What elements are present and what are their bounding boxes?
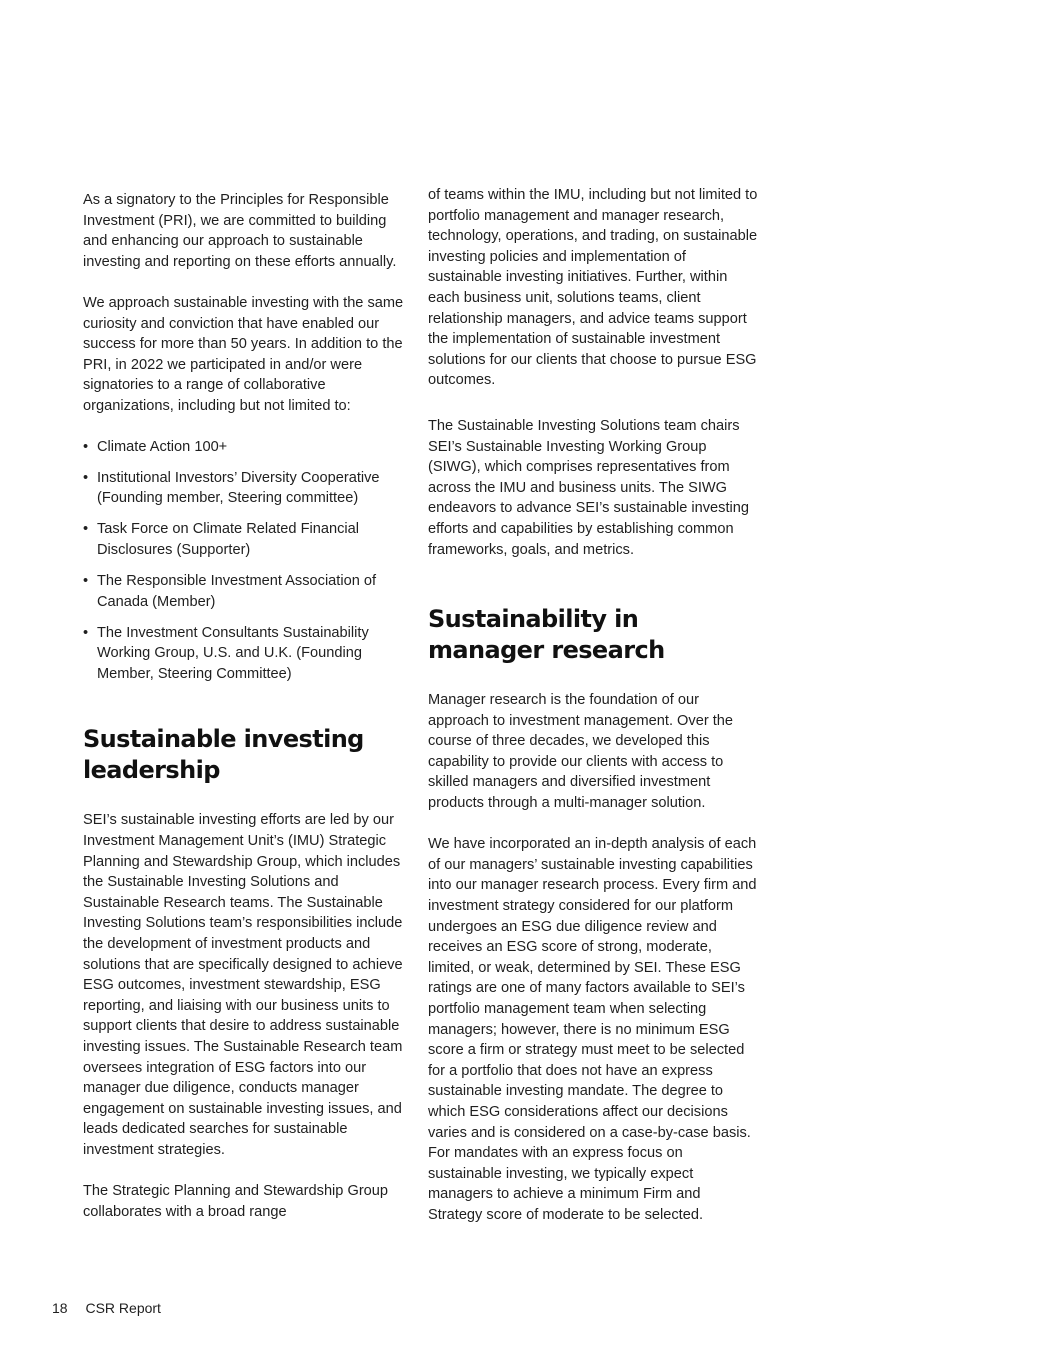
intro-paragraph-2: We approach sustainable investing with the same curiosity and conviction that have enabled our success for more than 50 years. In addition to the PRI, in 2022 we participated in and/or were signatories to a range of collaborative organizations, including but not limited to: xyxy=(83,294,404,414)
list-item: • The Responsible Investment Association of Canada (Member) xyxy=(83,571,413,612)
left-column xyxy=(83,190,413,1222)
page-number: 18 xyxy=(52,1300,68,1316)
list-item: • The Investment Consultants Sustainability Working Group, U.S. and U.K. (Founding Member, Steering Committee) xyxy=(83,623,413,685)
section-heading-leadership: Sustainable investing leadership xyxy=(83,725,364,785)
section-heading-manager-research: Sustainability in manager research xyxy=(428,605,665,665)
intro-paragraph-1: As a signatory to the Principles for Responsible Investment (PRI), we are committed to building and enhancing our approach to sustainable investing and reporting on these efforts annually. xyxy=(83,192,397,270)
manager-paragraph-1: Manager research is the foundation of our approach to investment management. Over the course of three decades, we developed this capability to provide our clients with access to skilled managers and diversified investment products through a multi-manager solution. xyxy=(428,692,734,812)
manager-paragraph-2: We have incorporated an in-depth analysis of each of our managers’ sustainable investing capabilities into our manager research process. Every firm and investment strategy considered for our platform undergoes an ESG due diligence review and receives an ESG score of strong, moderate, limited, or weak, determined by SEI. These ESG ratings are one of many factors available to SEI’s portfolio management team when selecting managers; however, there is no minimum ESG score a firm or strategy must meet to be selected for a portfolio that does not have an express sustainable investing mandate. The degree to which ESG considerations affect our decisions varies and is considered on a case-by-case basis. For mandates with an express focus on sustainable investing, we typically expect managers to achieve a minimum Firm and Strategy score of moderate to be selected. xyxy=(428,836,757,1223)
organization-list xyxy=(83,437,413,685)
list-item: • Task Force on Climate Related Financial Disclosures (Supporter) xyxy=(83,519,413,560)
siwg-paragraph: The Sustainable Investing Solutions team chairs SEI’s Sustainable Investing Working Group (SIWG), which comprises representatives from across the IMU and business units. The SIWG endeavors to advance SEI’s sustainable investing efforts and capabilities by establishing common frameworks, goals, and metrics. xyxy=(428,417,749,558)
leadership-paragraph-2: The Strategic Planning and Stewardship Group collaborates with a broad range xyxy=(83,1183,389,1220)
list-item: • Climate Action 100+ xyxy=(83,437,413,458)
leadership-paragraph-1: SEI’s sustainable investing efforts are led by our Investment Management Unit’s (IMU) Strategic Planning and Stewardship Group, which includes the Sustainable Investing Solutions and Sustainable Research teams. The Sustainable Investing Solutions team’s responsibilities include the development of investment products and solutions that are specifically designed to achieve ESG outcomes, investment stewardship, ESG reporting, and liaising with our business units to support clients that desire to address sustainable investing issues. The Sustainable Research team oversees integration of ESG factors into our manager due diligence, conducts manager engagement on sustainable investing issues, and leads dedicated searches for sustainable investment strategies. xyxy=(83,812,403,1158)
continued-paragraph: of teams within the IMU, including but not limited to portfolio management and manager research, technology, operations, and trading, on sustainable investing policies and implementation of sustainable investing initiatives. Further, within each business unit, solutions teams, client relationship managers, and advice teams support the implementation of sustainable investment solutions for our clients that choose to pursue ESG outcomes. xyxy=(428,187,758,389)
right-column xyxy=(428,185,758,1226)
report-title: CSR Report xyxy=(85,1300,161,1316)
page-footer xyxy=(52,1299,161,1317)
list-item: • Institutional Investors’ Diversity Cooperative (Founding member, Steering committee) xyxy=(83,468,413,509)
